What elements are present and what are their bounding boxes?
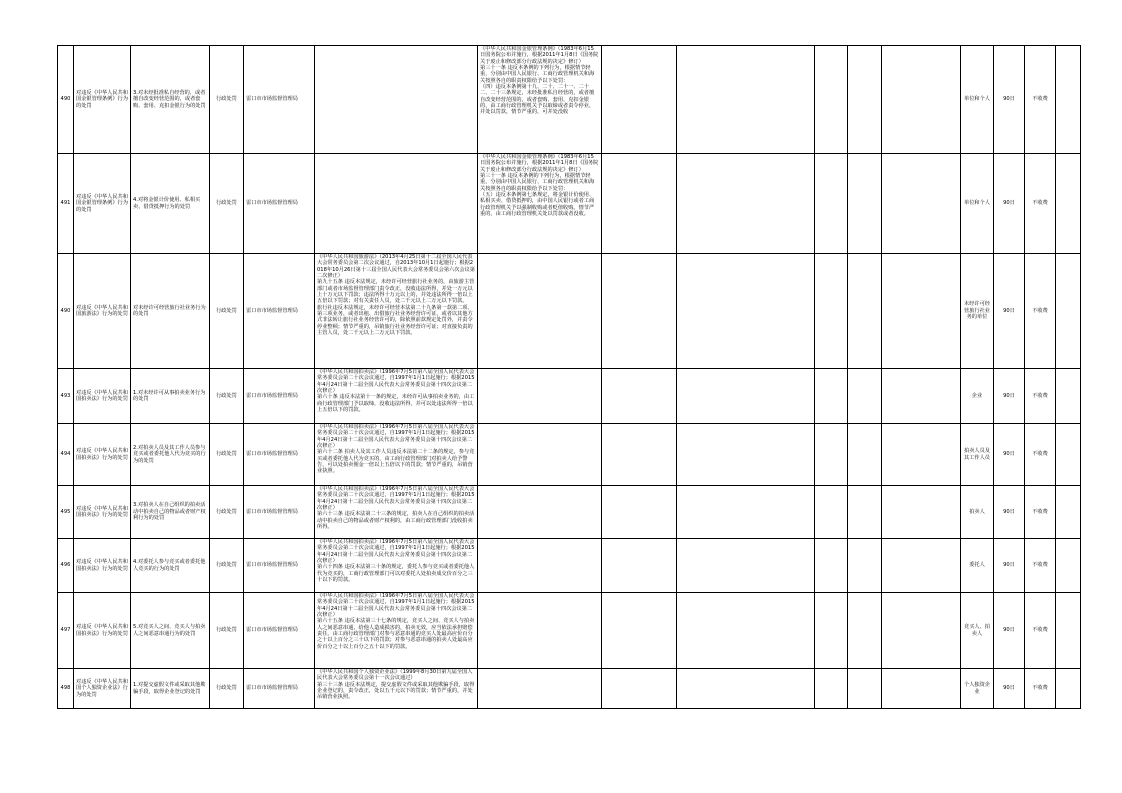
- implementing-department: 雷口市市场监督管理局: [244, 369, 315, 424]
- time-limit: 90日: [994, 424, 1025, 486]
- empty-cell: [848, 424, 882, 486]
- fee-status: 不收费: [1025, 369, 1056, 424]
- empty-cell: [882, 593, 961, 669]
- time-limit: 90日: [994, 486, 1025, 539]
- empty-cell: [815, 669, 848, 709]
- table-row: [58, 593, 1081, 669]
- empty-cell: [602, 486, 677, 539]
- empty-cell: [1056, 424, 1081, 486]
- empty-cell: [815, 539, 848, 593]
- time-limit: 90日: [994, 593, 1025, 669]
- legal-basis-a: [315, 46, 478, 154]
- legal-basis-b: [478, 254, 602, 369]
- empty-cell: [848, 254, 882, 369]
- empty-cell: [602, 369, 677, 424]
- legal-basis-b: [478, 46, 602, 154]
- power-type: 行政处罚: [210, 424, 244, 486]
- time-limit: 90日: [994, 539, 1025, 593]
- target-object: 拍卖人员及其工作人员: [961, 424, 994, 486]
- legal-text: 《中华人民共和国个人独资企业法》（1999年8月30日第九届全国人民代表大会常务委员会第十一次会议通过） 第三十三条 违反本法规定，提交虚假文件或采取其他欺骗手段，取得企业登记的，责令改正，处以五千元以下的罚款；情节严重的，并处吊销营业执照。: [317, 669, 475, 701]
- legal-basis-b: [478, 486, 602, 539]
- sub-item-name: 3.对未经批准私自经营的，或者擅自改变经营范围的，或者套购、套用、克扣金银行为的处罚: [131, 46, 210, 154]
- empty-cell: [1056, 669, 1081, 709]
- empty-cell: [815, 593, 848, 669]
- table-row: [58, 424, 1081, 486]
- empty-cell: [677, 46, 815, 154]
- legal-text: 《中华人民共和国拍卖法》（1996年7月5日第八届全国人民代表大会常务委员会第二十次会议通过，自1997年1月1日起施行；根据2015年4月24日第十二届全国人民代表大会常务委员会第十四次会议第二次修正） 第六十五条 违反本法第三十七条的规定，竞买人之间、竞买人与拍卖人之间恶意串通，给他人造成损害的，拍卖无效，应当依法承担赔偿责任。由工商行政管理部门对参与恶意串通的竞买人处最高应价百分之十以上百分之三十以下的罚款；对参与恶意串通的拍卖人处最高应价百分之十以上百分之五十以下的罚款。: [317, 593, 475, 650]
- fee-status: 不收费: [1025, 424, 1056, 486]
- empty-cell: [848, 46, 882, 154]
- sub-item-name: 4.对将金银计价使用、私相买卖、借贷抵押行为的处罚: [131, 154, 210, 254]
- empty-cell: [882, 486, 961, 539]
- fee-status: 不收费: [1025, 669, 1056, 709]
- empty-cell: [848, 539, 882, 593]
- legal-text: 《中华人民共和国拍卖法》（1996年7月5日第八届全国人民代表大会常务委员会第二十次会议通过，自1997年1月1日起施行；根据2015年4月24日第十二届全国人民代表大会常务委员会第十四次会议第二次修正） 第六十条 违反本法第十一条的规定，未经许可从事拍卖业务的，由工商行政管理部门予以取缔，没收违法所得，并可以处违法所得一倍以上五倍以下的罚款。: [317, 369, 475, 414]
- empty-cell: [882, 424, 961, 486]
- empty-cell: [815, 154, 848, 254]
- time-limit: 90日: [994, 154, 1025, 254]
- empty-cell: [882, 46, 961, 154]
- empty-cell: [848, 369, 882, 424]
- power-type: 行政处罚: [210, 369, 244, 424]
- item-name: 对违反《中华人民共和国旅游法》行为的处罚: [74, 254, 131, 369]
- implementing-department: 雷口市市场监督管理局: [244, 669, 315, 709]
- item-name: 对违反《中华人民共和国拍卖法》行为的处罚: [74, 539, 131, 593]
- fee-status: 不收费: [1025, 593, 1056, 669]
- empty-cell: [1056, 154, 1081, 254]
- sub-item-name: 3.对拍卖人在自己组织的拍卖活动中拍卖自己的物品或者财产权利行为的处罚: [131, 486, 210, 539]
- legal-basis-b: [478, 539, 602, 593]
- power-type: 行政处罚: [210, 539, 244, 593]
- legal-basis-b: [478, 593, 602, 669]
- empty-cell: [1056, 46, 1081, 154]
- empty-cell: [882, 669, 961, 709]
- implementing-department: 雷口市市场监督管理局: [244, 154, 315, 254]
- fee-status: 不收费: [1025, 486, 1056, 539]
- sub-item-name: 对未经许可经营旅行社业务行为的处罚: [131, 254, 210, 369]
- empty-cell: [882, 369, 961, 424]
- empty-cell: [815, 254, 848, 369]
- target-object: 拍卖人: [961, 486, 994, 539]
- legal-basis-b: [478, 154, 602, 254]
- legal-text: 《中华人民共和国金银管理条例》（1983年6月15日国务院公布并施行，根据2011年1月8日《国务院关于废止和修改部分行政法规的决定》修订） 第三十一条 违反本条例的下列行为，根据情节轻重，分别由中国人民银行、工商行政管理机关和海关按照各自的职责权限给予以下处罚： （四）违反本条例第十九、二十、二十一、二十二、二十三条规定，未经批准私自经营的，或者擅自改变经营范围的，或者套购、套用、克扣金银的，由工商行政管理机关予以取缔或者责令停业，并处以罚款，情节严重的，可并处没收: [480, 46, 599, 116]
- row-number: 490: [58, 46, 74, 154]
- target-object: 单位和个人: [961, 46, 994, 154]
- target-object: 竞买人、拍卖人: [961, 593, 994, 669]
- implementing-department: 雷口市市场监督管理局: [244, 254, 315, 369]
- target-object: 委托人: [961, 539, 994, 593]
- item-name: 对违反《中华人民共和国拍卖法》行为的处罚: [74, 486, 131, 539]
- legal-basis-a: [315, 486, 478, 539]
- empty-cell: [677, 254, 815, 369]
- sub-item-name: 4.对委托人参与竞买或者委托他人竞买的行为的处罚: [131, 539, 210, 593]
- empty-cell: [602, 154, 677, 254]
- item-name: 对违反《中华人民共和国拍卖法》行为的处罚: [74, 424, 131, 486]
- empty-cell: [677, 669, 815, 709]
- empty-cell: [677, 424, 815, 486]
- legal-basis-a: [315, 593, 478, 669]
- empty-cell: [1056, 593, 1081, 669]
- legal-basis-b: [478, 424, 602, 486]
- power-type: 行政处罚: [210, 486, 244, 539]
- row-number: 494: [58, 424, 74, 486]
- legal-text: 《中华人民共和国金银管理条例》（1983年6月15日国务院公布并施行，根据2011年1月8日《国务院关于废止和修改部分行政法规的决定》修订） 第三十一条 违反本条例的下列行为，根据情节轻重，分别由中国人民银行、工商行政管理机关和海关按照各自的职责权限给予以下处罚： （五）违反本条例第七条规定，将金银计价使用、私相买卖、借贷抵押的，由中国人民银行或者工商行政管理机关予以强制收购或者贬值收购。情节严重的，由工商行政管理机关处以罚款或者没收。: [480, 154, 599, 218]
- empty-cell: [1056, 369, 1081, 424]
- empty-cell: [677, 486, 815, 539]
- implementing-department: 雷口市市场监督管理局: [244, 539, 315, 593]
- empty-cell: [848, 669, 882, 709]
- empty-cell: [677, 539, 815, 593]
- table-row: [58, 669, 1081, 709]
- table-row: [58, 154, 1081, 254]
- empty-cell: [602, 424, 677, 486]
- implementing-department: 雷口市市场监督管理局: [244, 46, 315, 154]
- empty-cell: [1056, 486, 1081, 539]
- legal-basis-b: [478, 369, 602, 424]
- row-number: 490: [58, 254, 74, 369]
- item-name: 对违反《中华人民共和国拍卖法》行为的处罚: [74, 593, 131, 669]
- fee-status: 不收费: [1025, 539, 1056, 593]
- empty-cell: [848, 593, 882, 669]
- implementing-department: 雷口市市场监督管理局: [244, 593, 315, 669]
- time-limit: 90日: [994, 254, 1025, 369]
- empty-cell: [815, 369, 848, 424]
- empty-cell: [815, 424, 848, 486]
- item-name: 对违反《中华人民共和国金银管理条例》行为的处罚: [74, 154, 131, 254]
- target-object: 单位和个人: [961, 154, 994, 254]
- empty-cell: [882, 154, 961, 254]
- sub-item-name: 2.对拍卖人员及其工作人员参与竞买或者委托他人代为竞买的行为的处罚: [131, 424, 210, 486]
- empty-cell: [602, 593, 677, 669]
- empty-cell: [815, 46, 848, 154]
- legal-basis-a: [315, 154, 478, 254]
- row-number: 493: [58, 369, 74, 424]
- sub-item-name: 1.对未经许可从事拍卖业务行为的处罚: [131, 369, 210, 424]
- power-type: 行政处罚: [210, 593, 244, 669]
- table-row: [58, 369, 1081, 424]
- legal-basis-a: [315, 369, 478, 424]
- power-type: 行政处罚: [210, 154, 244, 254]
- legal-text: 《中华人民共和国旅游法》（2013年4月25日第十二届全国人民代表大会常务委员会第二次会议通过，自2013年10月1日起施行；根据2018年10月26日第十三届全国人民代表大会常务委员会第六次会议第二次修正） 第九十五条 违反本法规定，未经许可经营旅行社业务的，由旅游主管部门或者市场监督管理部门责令改正，没收违法所得，并处一万元以上十万元以下罚款；违法所得十万元以上的，并处违法所得一倍以上五倍以下罚款；对有关责任人员，处二千元以上二万元以下罚款。 旅行社违反本法规定，未经许可经营本法第二十九条第一款第二项、第三项业务，或者出租、出借旅行社业务经营许可证，或者以其他方式非法转让旅行社业务经营许可的，除依照前款规定处罚外，并责令停业整顿；情节严重的，吊销旅行社业务经营许可证；对直接负责的主管人员，处二千元以上二万元以下罚款。: [317, 254, 475, 337]
- empty-cell: [602, 539, 677, 593]
- row-number: 496: [58, 539, 74, 593]
- fee-status: 不收费: [1025, 46, 1056, 154]
- empty-cell: [882, 254, 961, 369]
- row-number: 498: [58, 669, 74, 709]
- time-limit: 90日: [994, 669, 1025, 709]
- legal-basis-a: [315, 669, 478, 709]
- legal-basis-b: [478, 669, 602, 709]
- power-type: 行政处罚: [210, 669, 244, 709]
- table-row: [58, 539, 1081, 593]
- legal-basis-a: [315, 539, 478, 593]
- time-limit: 90日: [994, 369, 1025, 424]
- empty-cell: [677, 593, 815, 669]
- target-object: 未经许可经营旅行社业务的单位: [961, 254, 994, 369]
- row-number: 497: [58, 593, 74, 669]
- power-list-table: [57, 45, 1081, 709]
- target-object: 企业: [961, 369, 994, 424]
- implementing-department: 雷口市市场监督管理局: [244, 486, 315, 539]
- legal-basis-a: [315, 424, 478, 486]
- empty-cell: [815, 486, 848, 539]
- legal-basis-a: [315, 254, 478, 369]
- target-object: 个人独资企业: [961, 669, 994, 709]
- item-name: 对违反《中华人民共和国个人独资企业法》行为的处罚: [74, 669, 131, 709]
- legal-text: 《中华人民共和国拍卖法》（1996年7月5日第八届全国人民代表大会常务委员会第二十次会议通过，自1997年1月1日起施行；根据2015年4月24日第十二届全国人民代表大会常务委员会第十四次会议第二次修正） 第六十二条 拍卖人及其工作人员违反本法第二十二条的规定，参与竞买或者委托他人代为竞买的，由工商行政管理部门对拍卖人给予警告，可以处拍卖佣金一倍以上五倍以下的罚款；情节严重的，吊销营业执照。: [317, 424, 475, 475]
- power-type: 行政处罚: [210, 46, 244, 154]
- legal-text: 《中华人民共和国拍卖法》（1996年7月5日第八届全国人民代表大会常务委员会第二十次会议通过，自1997年1月1日起施行；根据2015年4月24日第十二届全国人民代表大会常务委员会第十四次会议第二次修正） 第六十三条 违反本法第二十三条的规定，拍卖人在自己组织的拍卖活动中拍卖自己的物品或者财产权利的，由工商行政管理部门没收拍卖所得。: [317, 486, 475, 531]
- item-name: 对违反《中华人民共和国拍卖法》行为的处罚: [74, 369, 131, 424]
- sub-item-name: 1.对提交虚假文件或采取其他欺骗手段，取得企业登记的处罚: [131, 669, 210, 709]
- empty-cell: [882, 539, 961, 593]
- row-number: 495: [58, 486, 74, 539]
- fee-status: 不收费: [1025, 154, 1056, 254]
- empty-cell: [602, 46, 677, 154]
- fee-status: 不收费: [1025, 254, 1056, 369]
- empty-cell: [602, 669, 677, 709]
- row-number: 491: [58, 154, 74, 254]
- table-row: [58, 254, 1081, 369]
- empty-cell: [1056, 539, 1081, 593]
- sub-item-name: 5.对竞买人之间、竞买人与拍卖人之间恶意串通行为的处罚: [131, 593, 210, 669]
- table-row: [58, 46, 1081, 154]
- empty-cell: [848, 486, 882, 539]
- empty-cell: [848, 154, 882, 254]
- power-type: 行政处罚: [210, 254, 244, 369]
- table-row: [58, 486, 1081, 539]
- empty-cell: [602, 254, 677, 369]
- implementing-department: 雷口市市场监督管理局: [244, 424, 315, 486]
- empty-cell: [677, 369, 815, 424]
- legal-text: 《中华人民共和国拍卖法》（1996年7月5日第八届全国人民代表大会常务委员会第二十次会议通过，自1997年1月1日起施行；根据2015年4月24日第十二届全国人民代表大会常务委员会第十四次会议第二次修正） 第六十四条 违反本法第三十条的规定，委托人参与竞买或者委托他人代为竞买的，工商行政管理部门可以对委托人处拍卖成交价百分之三十以下的罚款。: [317, 539, 475, 584]
- item-name: 对违反《中华人民共和国金银管理条例》行为的处罚: [74, 46, 131, 154]
- empty-cell: [677, 154, 815, 254]
- empty-cell: [1056, 254, 1081, 369]
- time-limit: 90日: [994, 46, 1025, 154]
